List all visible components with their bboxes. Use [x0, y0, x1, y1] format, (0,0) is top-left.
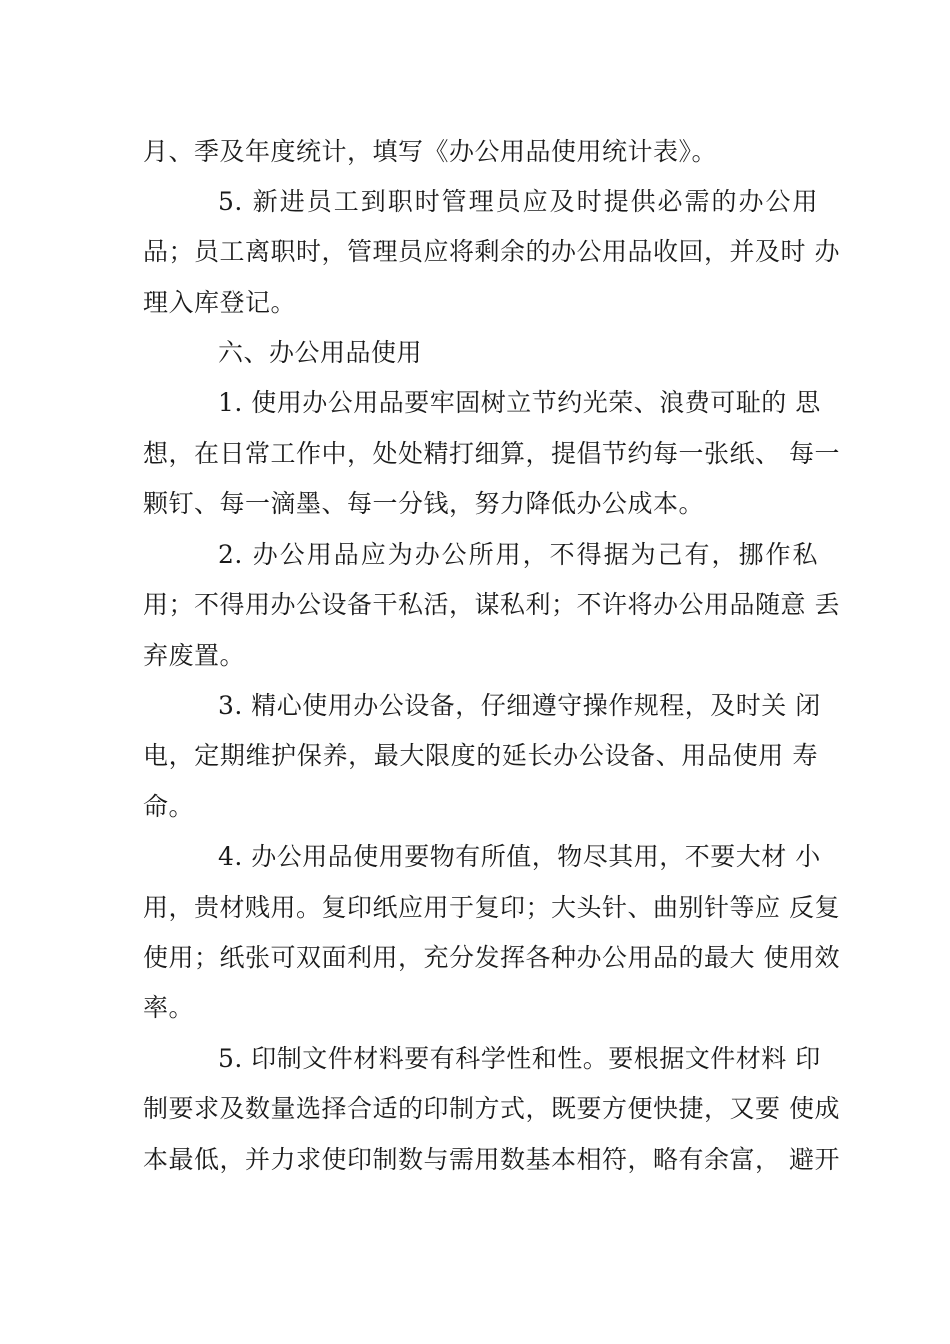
text-line: 月、季及年度统计，填写《办公用品使用统计表》。 — [143, 137, 718, 166]
text-line: 想，在日常工作中，处处精打细算，提倡节约每一张纸、 每一 — [143, 439, 840, 468]
text-line: 率。 — [143, 993, 195, 1022]
list-item-line: 5. 新进员工到职时管理员应及时提供必需的办公用 — [218, 187, 818, 216]
text-line: 本最低，并力求使印制数与需用数基本相符，略有余富， 避开 — [143, 1145, 840, 1174]
list-item-line: 3. 精心使用办公设备，仔细遵守操作规程，及时关 闭 — [218, 691, 821, 720]
text-line: 电，定期维护保养，最大限度的延长办公设备、用品使用 寿 — [143, 741, 818, 770]
text-line: 用，贵材贱用。复印纸应用于复印；大头针、曲别针等应 反复 — [143, 893, 840, 922]
list-item-line: 4. 办公用品使用要物有所值，物尽其用，不要大材 小 — [218, 842, 821, 871]
text-line: 理入库登记。 — [143, 288, 297, 317]
text-line: 使用；纸张可双面利用，充分发挥各种办公用品的最大 使用效 — [143, 943, 840, 972]
text-line: 弃废置。 — [143, 641, 246, 670]
text-line: 颗钉、每一滴墨、每一分钱，努力降低办公成本。 — [143, 489, 705, 518]
list-item-line: 2. 办公用品应为办公所用，不得据为己有，挪作私 — [218, 540, 818, 569]
text-line: 用；不得用办公设备干私活，谋私利；不许将办公用品随意 丢 — [143, 590, 840, 619]
text-line: 命。 — [143, 792, 195, 821]
text-line: 品；员工离职时，管理员应将剩余的办公用品收回，并及时 办 — [143, 237, 840, 266]
text-line: 制要求及数量选择合适的印制方式，既要方便快捷，又要 使成 — [143, 1094, 840, 1123]
list-item-line: 1. 使用办公用品要牢固树立节约光荣、浪费可耻的 思 — [218, 388, 821, 417]
section-heading: 六、办公用品使用 — [218, 338, 423, 367]
list-item-line: 5. 印制文件材料要有科学性和性。要根据文件材料 印 — [218, 1044, 821, 1073]
